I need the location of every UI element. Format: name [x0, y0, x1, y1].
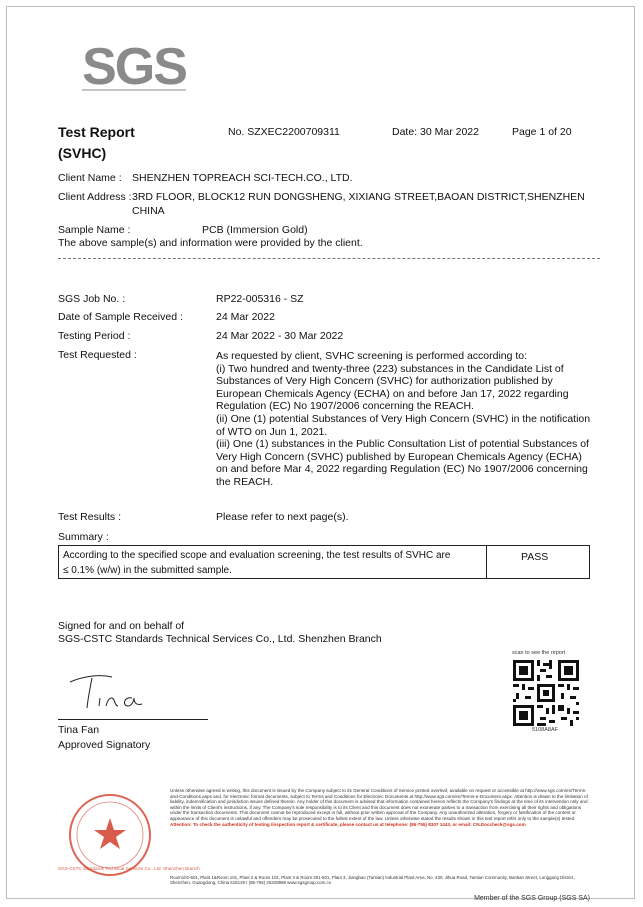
summary-label: Summary : — [58, 531, 109, 543]
footer-disclaimer — [170, 788, 590, 827]
report-date: Date: 30 Mar 2022 — [392, 126, 479, 138]
client-address-label: Client Address : — [58, 191, 132, 203]
report-subtitle: (SVHC) — [58, 145, 107, 161]
sgs-logo — [78, 28, 190, 98]
requested-line: Very High Concern (SVHC) published by European Chemicals Agency (ECHA) — [216, 450, 582, 463]
requested-line: Substances of Very High Concern (SVHC) for authorization published by — [216, 375, 553, 388]
requested-line: Regulation (EC) No 1907/2006 concerning the REACH. — [216, 400, 474, 413]
report-number: No. SZXEC2200709311 — [228, 126, 340, 138]
on-behalf-line1: Signed for and on behalf of — [58, 620, 185, 632]
test-requested-text — [216, 350, 590, 489]
on-behalf-line2: SGS-CSTC Standards Technical Services Co., Ltd. Shenzhen Branch — [58, 633, 382, 645]
summary-text-line2: ≤ 0.1% (w/w) in the submitted sample. — [63, 565, 232, 576]
client-name-label: Client Name : — [58, 172, 122, 184]
requested-line: (ii) One (1) potential Substances of Very High Concern (SVHC) in the notification — [216, 412, 591, 425]
stamp-text: SGS-CSTC Standards Technical Services Co., Ltd. Shenzhen Branch — [58, 866, 200, 871]
requested-line: the REACH. — [216, 475, 274, 488]
test-requested-label: Test Requested : — [58, 349, 137, 361]
client-address-line1: 3RD FLOOR, BLOCK12 RUN DONGSHENG, XIXIANG STREET,BAOAN DISTRICT,SHENZHEN — [132, 191, 585, 203]
requested-line: of WTO on Jun 1, 2021. — [216, 425, 328, 438]
requested-line: (iii) One (1) substances in the Public Consultation List of potential Substances of — [216, 438, 589, 451]
provided-note: The above sample(s) and information were provided by the client. — [58, 237, 363, 249]
requested-line: As requested by client, SVHC screening is performed according to: — [216, 350, 528, 362]
sample-name-value: PCB (Immersion Gold) — [202, 224, 308, 236]
job-number-value: RP22-005316 - SZ — [216, 293, 304, 305]
signature-line — [58, 719, 208, 720]
summary-result: PASS — [521, 551, 549, 563]
sample-name-label: Sample Name : — [58, 224, 131, 236]
page-number: Page 1 of 20 — [512, 126, 572, 138]
footer-address: Room101-601, Plant 1&Room 101, Plant 2 & Room 101, Plant 3 & Room 301-501, Plant 3, Jiangbao (Tantian) Industrial Plant Area, No. 430, Jihua Road, Tantian Community, Bantian Street, Longgang District, Shenzhen, Guangdong, China 518129 t (86-755) 25328888 www.sgsgroup.com.cn — [170, 875, 575, 886]
testing-period-value: 24 Mar 2022 - 30 Mar 2022 — [216, 330, 344, 342]
summary-text-line1: According to the specified scope and evaluation screening, the test results of SVHC are — [63, 550, 451, 561]
disclaimer-text: Unless otherwise agreed in writing, this document is issued by the Company subject to its General Conditions of Service printed overleaf, available on request or accessible at http://www.sgs.com/en/Terms-and-Conditions.aspx and, for electronic format documents, subject to Terms and Conditions for Electronic Documents at http://www.sgs.com/en/Terms-e-Document.aspx. Attention is drawn to the limitation of liability, indemnification and jurisdiction issues defined therein. Any holder of this document is advised that information contained hereon reflects the Company's findings at the time of its intervention only and within the limits of Client's instructions, if any. The Company's sole responsibility is to its Client and this document does not exonerate parties to a transaction from exercising all their rights and obligations under the transaction documents. This document cannot be reproduced except in full, without prior written approval of the Company. Any unauthorized alteration, forgery or falsification of the content or appearance of this document is unlawful and offenders may be prosecuted to the fullest extent of the law. Unless otherwise stated the results shown in this test report refer only to the sample(s) tested. — [170, 788, 588, 821]
client-address-line2: CHINA — [132, 205, 165, 217]
testing-period-label: Testing Period : — [58, 330, 131, 342]
report-title: Test Report — [58, 124, 135, 140]
job-number-label: SGS Job No. : — [58, 293, 126, 305]
test-results-label: Test Results : — [58, 511, 122, 523]
date-received-value: 24 Mar 2022 — [216, 311, 275, 323]
requested-line: European Chemicals Agency (ECHA) on and before Jan 17, 2022 regarding — [216, 387, 569, 400]
handwritten-signature — [66, 668, 166, 714]
date-received-label: Date of Sample Received : — [58, 311, 183, 323]
requested-line: (i) Two hundred and twenty-three (223) substances in the Candidate List of — [216, 362, 564, 375]
qr-code-icon[interactable] — [513, 660, 579, 726]
divider — [58, 258, 600, 259]
summary-table — [58, 545, 590, 579]
signer-role: Approved Signatory — [58, 739, 151, 751]
qr-code-id: 5108A8AF — [532, 727, 558, 733]
sgs-member-line: Member of the SGS Group (SGS SA) — [474, 895, 590, 902]
signer-name: Tina Fan — [58, 724, 100, 736]
qr-caption: scan to see the report — [512, 650, 566, 656]
requested-line: on and before Mar 4, 2022 regarding Regulation (EC) No 1907/2006 concerning — [216, 463, 588, 476]
test-results-value: Please refer to next page(s). — [216, 511, 349, 523]
summary-divider — [486, 546, 487, 578]
svg-text:SGS: SGS — [82, 38, 186, 96]
attention-text: Attention: To check the authenticity of testing /inspection report & certificate, please contact us at telephone: (86-755) 8307 1443, or email: CN.Doccheck@sgs.com — [170, 821, 526, 827]
client-name-value: SHENZHEN TOPREACH SCI-TECH.CO., LTD. — [132, 172, 353, 184]
